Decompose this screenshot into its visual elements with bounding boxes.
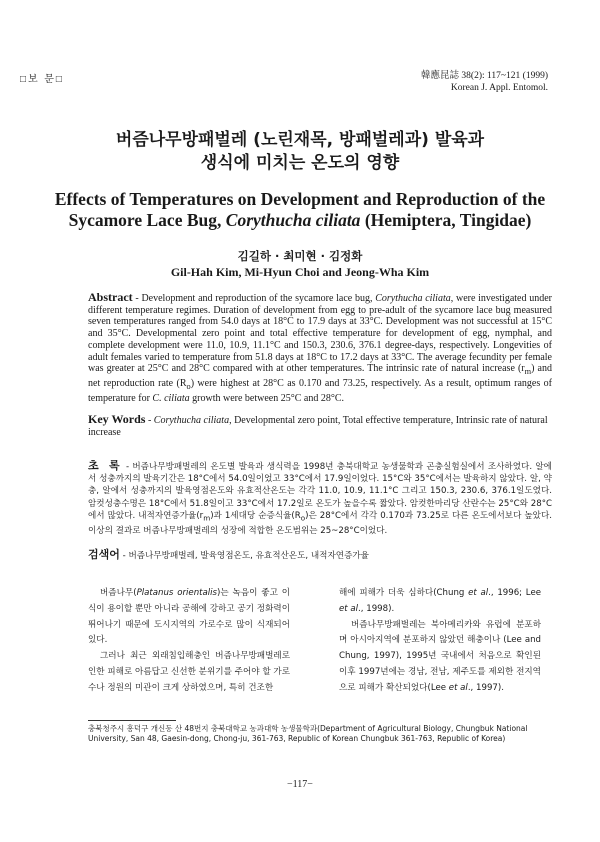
body-text: )는 녹음이 좋고 이식이 용이할 뿐만 아니라 공해에 강하고 공기 정화력이 뛰어나기 때문에 도시지역의 가로수로 많이 식재되어 있다. — [88, 588, 290, 646]
korean-keywords — [88, 549, 552, 562]
korean-title-line1: 버즘나무방패벌레 (노린재목, 방패벌레과) 발육과 — [115, 130, 485, 150]
body-paragraph: 그러나 최근 외래침입해충인 버즘나무방패벌레로 인한 피해로 아름답고 신선한 분위기를 주어야 할 가로수나 정원의 미관이 크게 상하였으며, 특히 건조한 — [88, 651, 290, 693]
abstract-subscript: m — [524, 367, 532, 377]
body-etal: et al — [448, 682, 468, 693]
page-number: −117− — [287, 779, 313, 790]
journal-name: Korean J. Appl. Entomol. — [450, 83, 548, 93]
body-etal: et al — [468, 588, 489, 598]
abstract-subscript: o — [186, 381, 191, 391]
body-text: ., 1998). — [358, 603, 395, 614]
title-species: Corythucha ciliata — [225, 210, 361, 230]
affiliation-footnote: 충북청주시 흥덕구 개신동 산 48번지 충북대학교 농과대학 농생물학과(Department of Agricultural Biology, Chungbuk National University, San 48, Gaesin-dong, Chong-ju, 361-763, Republic of Korean Chungbuk 361-763, Republic of Korea) — [88, 724, 528, 743]
abstract-text: , were investigated under different temperature regimes. Duration of development from egg to pre-adult of the sycamore lace bug measured seven temperatures ranged from 54.0 days at 18°C to 17.9 days at 33°C. Development was not successful at 15°C and 35°C. Developmental zero point and total effective temperature for development of egg, nymphal, and complete development were 11.0, 10.9, 11.1°C and 150.3, 230.6, 376.1 degree-days, respectively. Longevities of adult females varied to temperature from 51.8 days at 18°C to 17.2 days at 33°C. The average fecundity per female was greater at 25°C and 28°C compared with at other temperatures. The intrinsic rate of natural increase (r — [88, 293, 552, 375]
journal-ref: 韓應昆誌 38(2): 117~121 (1999) — [421, 71, 548, 81]
body-text: 해에 피해가 더욱 심하다(Chung — [339, 588, 469, 598]
korean-keywords-label: 검색어 — [88, 548, 120, 561]
english-title-line2 — [0, 209, 600, 231]
body-column-left — [88, 586, 290, 697]
korean-abstract-subscript: o — [300, 513, 306, 523]
title-text: Sycamore Lace Bug, — [68, 210, 226, 230]
body-species: Platanus orientalis — [136, 588, 218, 598]
abstract-text: ) were highest at 28°C as 0.170 and 73.25, respectively. As a result, optimum ranges of temperature for — [88, 377, 552, 404]
korean-title-line2: 생식에 미치는 온도의 영향 — [200, 153, 400, 173]
keywords-species: Corythucha ciliata — [153, 415, 230, 426]
footnote-divider — [88, 720, 176, 721]
keywords-label: Key Words — [88, 412, 146, 426]
body-text: 버즘나무방패벌레는 북아메리카와 유럽에 분포하며 아시아지역에 분포하지 않았던 해충이나 (Lee and Chung, 1997), 1995년 국내에서 처음으로 확인된 이후 1997년에는 경남, 전남, 제주도를 제외한 전지역으로 피해가 확산되었다(Lee — [339, 619, 541, 693]
keywords-text: , Developmental zero point, Total effective temperature, Intrinsic rate of natural increase — [88, 415, 548, 438]
korean-abstract — [88, 460, 552, 537]
body-paragraph — [339, 586, 541, 618]
english-keywords — [88, 413, 552, 439]
abstract-text: - Development and reproduction of the sycamore lace bug, — [132, 293, 376, 304]
abstract-species: C. ciliata — [152, 392, 190, 404]
korean-abstract-label: 초 록 — [88, 459, 123, 472]
korean-keywords-text: - 버즘나무방패벌레, 발육영점온도, 유효적산온도, 내적자연증가율 — [119, 551, 369, 561]
english-title-line1: Effects of Temperatures on Development and Reproduction of the — [54, 189, 546, 209]
korean-abstract-text: )과 1세대당 순증식율(R — [210, 510, 301, 521]
body-text: ., 1996; Lee — [488, 588, 542, 598]
journal-citation — [421, 70, 548, 94]
body-paragraph — [88, 586, 290, 649]
abstract-species: Corythucha ciliata — [375, 293, 451, 304]
keywords-text: - — [145, 415, 154, 426]
abstract-label: Abstract — [88, 290, 133, 304]
abstract-text: growth were between 25°C and 28°C. — [189, 392, 345, 404]
korean-abstract-text: - 버즘나무방패벌레의 온도별 발육과 생식력을 1998년 충북대학교 농생물학과 곤충실험실에서 조사하였다. 알에서 성충까지의 발육기간은 18°C에서 54.0일이었고 33°C에서 17.9일이었다. 15°C와 35°C에서는 발육하지 않았다. 알, 약충, 알에서 성충까지의 발육영점온도와 유효적산온도는 각각 11.0, 10.9, 11.1°C 그리고 150.3, 230.6, 376.1일도였다. 암컷성충수명은 18°C에서 51.8일이고 33°C에서 17.2일로 온도가 높을수록 짧았다. 암컷한마리당 산란수는 25°C와 28°C에서 많았다. 내적자연증가율(r — [88, 462, 552, 521]
title-text: (Hemiptera, Tingidae) — [360, 210, 532, 230]
article-type-label: □보 문□ — [20, 74, 64, 85]
abstract-text: ) and net reproduction rate (R — [88, 363, 552, 389]
body-paragraph — [339, 618, 541, 697]
authors-english: Gil-Hah Kim, Mi-Hyun Choi and Jeong-Wha Kim — [170, 265, 430, 279]
body-text: 버즘나무( — [100, 588, 137, 598]
korean-abstract-subscript: m — [203, 513, 211, 523]
english-abstract — [88, 292, 552, 404]
body-text: ., 1997). — [467, 682, 504, 693]
authors-korean: 김길하 · 최미현 · 김정화 — [237, 249, 363, 263]
body-column-right — [339, 586, 541, 697]
korean-abstract-text: )은 28°C에서 각각 0.170과 73.25로 다른 온도에서보다 높았다. 이상의 결과로 버즘나무방패벌레의 성장에 적합한 온도범위는 25~28°C이었다. — [88, 510, 553, 536]
body-etal: et al — [339, 603, 359, 614]
